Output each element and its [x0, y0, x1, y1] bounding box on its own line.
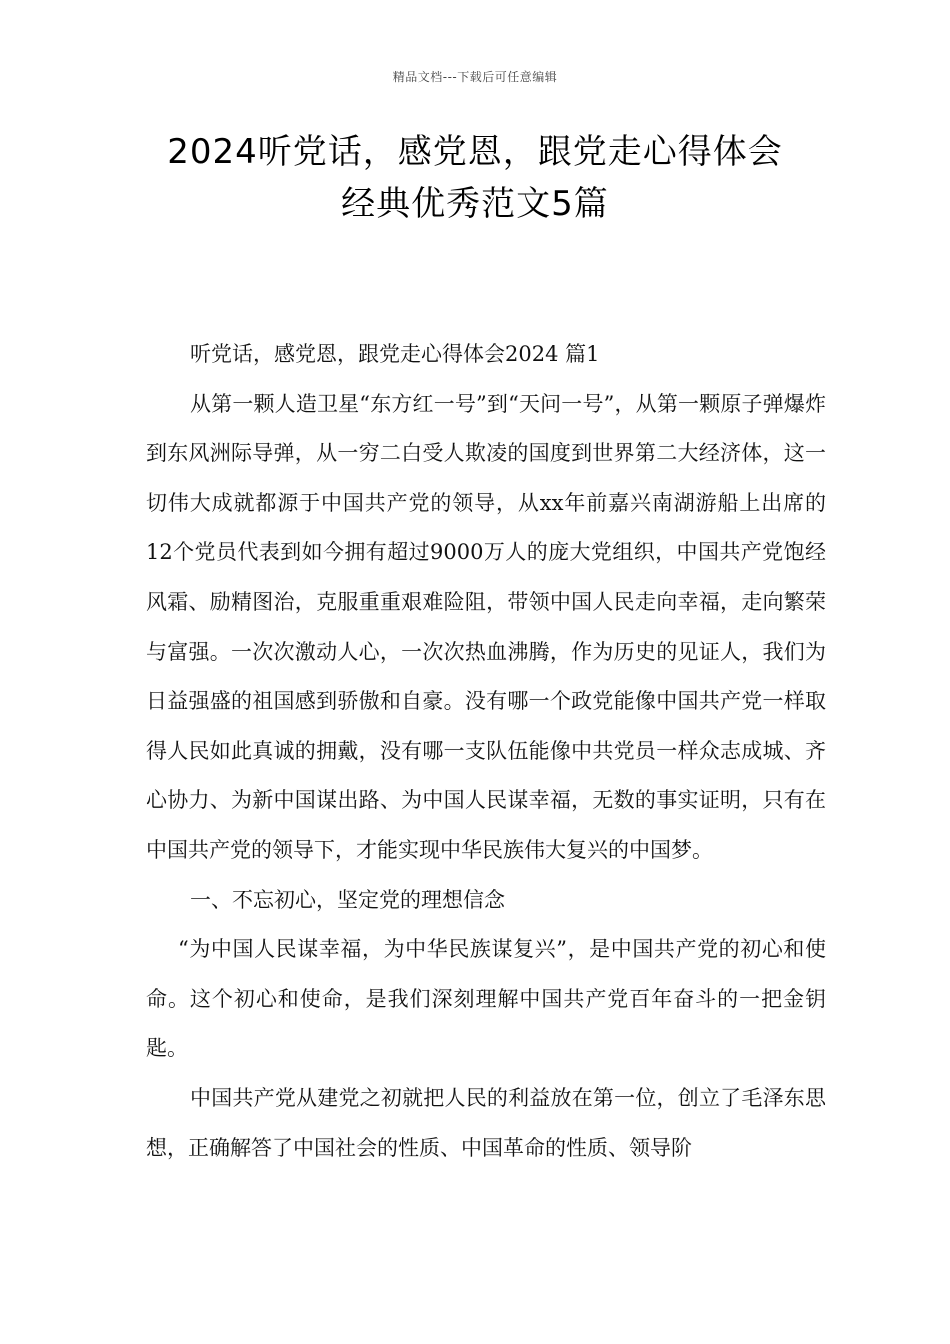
body-paragraph: 从第一颗人造卫星“东方红一号”到“天问一号”，从第一颗原子弹爆炸到东风洲际导弹，从一穷二白受人欺凌的国度到世界第二大经济体，这一切伟大成就都源于中国共产党的领导，从xx年前嘉兴南湖游船上出席的12个党员代表到如今拥有超过9000万人的庞大党组织，中国共产党饱经风霜、励精图治，克服重重艰难险阻，带领中国人民走向幸福，走向繁荣与富强。一次次激动人心，一次次热血沸腾，作为历史的见证人，我们为日益强盛的祖国感到骄傲和自豪。没有哪一个政党能像中国共产党一样取得人民如此真诚的拥戴，没有哪一支队伍能像中共党员一样众志成城、齐心协力、为新中国谋出路、为中国人民谋幸福，无数的事实证明，只有在中国共产党的领导下，才能实现中华民族伟大复兴的中国梦。 — [146, 391, 826, 862]
header-note: 精品文档---下载后可任意编辑 — [392, 70, 558, 84]
document-title — [100, 126, 850, 230]
section-heading: 听党话，感党恩，跟党走心得体会2024 篇1 — [190, 342, 600, 366]
body-paragraph: “为中国人民谋幸福，为中华民族谋复兴”，是中国共产党的初心和使命。这个初心和使命，是我们深刻理解中国共产党百年奋斗的一把金钥匙。 — [146, 937, 826, 1061]
document-body — [146, 330, 826, 1173]
title-line-1: 2024听党话，感党恩，跟党走心得体会 — [167, 132, 783, 172]
subsection-heading: 一、不忘初心，坚定党的理想信念 — [190, 887, 505, 912]
title-line-2: 经典优秀范文5篇 — [341, 184, 609, 224]
body-paragraph: 中国共产党从建党之初就把人民的利益放在第一位，创立了毛泽东思想，正确解答了中国社会的性质、中国革命的性质、领导阶 — [146, 1085, 826, 1160]
